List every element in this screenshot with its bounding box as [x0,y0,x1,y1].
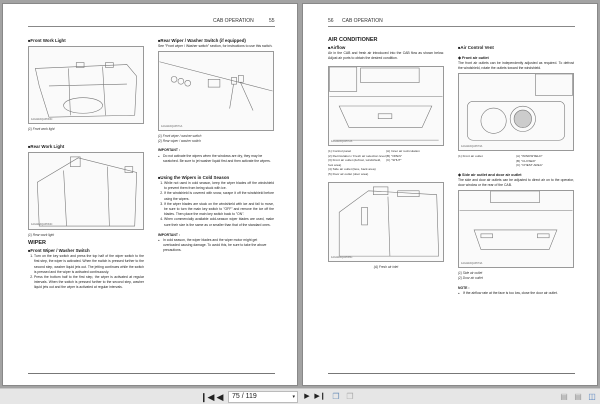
figure-code: 1AGARAQAP071A [161,125,183,128]
note-text: ● If the airflow rate at the face is too low, close the door air outlet. [458,291,574,296]
figure-code: 1AGARAQAP035C [331,256,353,260]
heading-rear-work-light: ■ Rear Work Light [28,143,144,150]
heading-air-control-vent: ■ Air Control Vent [458,44,574,51]
page-header-section: CAB OPERATION [213,18,254,24]
list-item: 1. Turn on the key switch and press the top half of the wiper switch to the first step, the wiper is activated. When the switch is pressed further to the second step, washer liquid jets out. The jetting continues while the switch is pressed and the wiper is activated continuously. [34,254,144,275]
copy-view-icon[interactable]: ❐ [346,392,354,401]
page-number: 55 [269,18,275,24]
heading-cold-season: ■ Using the Wipers in Cold Season [158,174,274,181]
figure-wiper-switches [158,51,274,131]
chevron-down-icon[interactable]: ▾ [292,394,295,400]
next-page-icon[interactable]: ▶ [304,393,310,400]
header-rule [328,26,575,27]
figure-code: 1AGARAQAP034C [31,223,53,227]
caption: (1) Front wiper / washer switch [158,134,202,139]
list-item: 4. When commercially available cold-season wiper blades are used, make sure their size is the same as or smaller than that of the standard ones. [164,217,274,227]
caption: (4) Side air outlet (face, back area) [328,167,376,172]
viewer-toolbar [0,388,600,404]
right-column [458,44,574,296]
important-text: ● In cold season, the wiper blades and the wiper motor might get overloaded causing damage. To avoid this, be sure to take the above precautions. [158,238,274,254]
page-value: 75 / 119 [232,393,257,400]
list-item: 2. If the windshield is covered with snow, scrape it off the windshield before using the wipers. [164,191,274,201]
caption: (3) Front air outlet (defrost, windshield, foot area) [328,158,381,167]
caption: (1) Front air outlet [458,154,483,159]
previous-page-icon[interactable]: ◀ [216,392,224,402]
caption: (A) Inner air recirculation [386,149,420,154]
caption: (B) "OPEN" [386,153,402,158]
list-item: 3. If the wiper blades are stuck on the windshield with ice and fail to move, be sure to turn the main key switch to "OFF" and remove the ice off the blades. Then place the main key switch back to "ON". [164,202,274,218]
heading-air-conditioner: AIR CONDITIONER [328,37,378,43]
figure-code: 1AGARAQAP033C [31,117,53,121]
heading-side-air-outlet: ◆ Side air outlet and door air outlet [458,172,522,177]
caption: (2) Door air outlet [458,275,483,280]
two-page-view-icon[interactable]: ◫ [588,392,596,401]
figure-front-work-light [28,46,144,124]
paragraph: Air in the CAB and fresh air introduced into the CAB flow as shown below. Adjust air ports to obtain the desired condition. [328,51,444,61]
paragraph: See "Front wiper / Washer switch" section, for instructions to use this switch. [158,44,273,48]
caption: (1) Rear work light [28,232,55,237]
heading-text: Front air outlet [461,56,489,60]
right-column [158,37,274,254]
footer-rule [28,373,275,374]
caption: (1) Side air outlet [458,271,483,276]
pdf-page-56 [302,3,598,386]
important-label: IMPORTANT : [158,232,180,237]
note-label: NOTE : [458,285,470,290]
continuous-view-icon[interactable]: ▤ [574,392,582,401]
heading-wiper: WIPER [28,240,47,247]
last-page-icon[interactable]: ▶❙ [314,393,326,400]
figure-front-air-outlet [458,73,574,151]
figure-airflow [328,66,444,146]
caption: (1) Control panel [328,149,352,154]
list-item: 1. While not used in cold season, keep the wiper blades off the windshield to prevent them from being stuck with ice. [164,181,274,191]
important-text: ● Do not activate the wipers when the windows are dry, they may be scratched. Be sure to jet washer liquid first and then activate the wipers. [158,154,274,164]
caption: (C) "CHEST AREA" [516,163,543,168]
figure-fresh-air-inlet [328,182,444,262]
page-number-input[interactable] [228,391,298,403]
pdf-page-55 [2,3,298,386]
page-header-section: CAB OPERATION [342,18,383,24]
caption: (A) "WINDSHIELD" [516,154,543,159]
heading-rear-wiper: ■ Rear Wiper / Washer Switch (if equipped) [158,37,274,44]
list-item: 2. Press the bottom half to the first step, the wiper is activated at regular intervals. When the switch is pressed further to the second step, washer liquid jets out and the wiper is activated at regular intervals. [34,275,144,291]
heading-front-wiper: ■ Front Wiper / Washer Switch [28,247,144,254]
heading-front-work-light: ■ Front Work Light [28,37,144,44]
single-page-view-icon[interactable]: ▤ [560,392,568,401]
first-page-icon[interactable]: ❙◀ [200,392,215,402]
paragraph: The front air outlets can be independently adjusted as required. To defrost the windshield, rotate the outlets toward the windshield. [458,61,574,71]
heading-airflow: ■ Airflow [328,44,444,51]
heading-text: Side air outlet and door air outlet [461,172,522,177]
heading-front-air-outlet: ◆ Front air outlet [458,56,489,60]
caption: (A) Fresh air inlet [373,265,399,270]
left-column [328,36,444,270]
caption: (B) "CLOSED" [516,158,536,163]
caption: (1) Front work light [28,127,55,131]
figure-code: 1AGARAQAP073A [461,145,483,149]
caption: (2) Recirculation / Fresh air selection lever [328,153,386,158]
header-rule [28,26,275,27]
caption: (2) Rear wiper / washer switch [158,138,201,143]
rotate-view-icon[interactable]: ❐ [332,392,340,401]
caption-list [328,149,444,176]
caption-list [458,154,574,168]
caption: (5) Door air outlet (door area) [328,171,369,176]
caption: (C) "SHUT" [386,158,402,163]
figure-code: 1AGARAQAP074A [461,262,483,266]
footer-rule [328,373,575,374]
important-label: IMPORTANT : [158,148,180,153]
figure-code: 1AGARAQAP072A [331,140,353,144]
left-column [28,37,144,291]
figure-rear-work-light [28,152,144,230]
page-number: 56 [328,18,334,24]
paragraph: The side and door air outlets can be adjusted to direct air on to the operator, door window or the rear of the CAB. [458,177,574,188]
figure-side-air-outlet [458,190,574,268]
